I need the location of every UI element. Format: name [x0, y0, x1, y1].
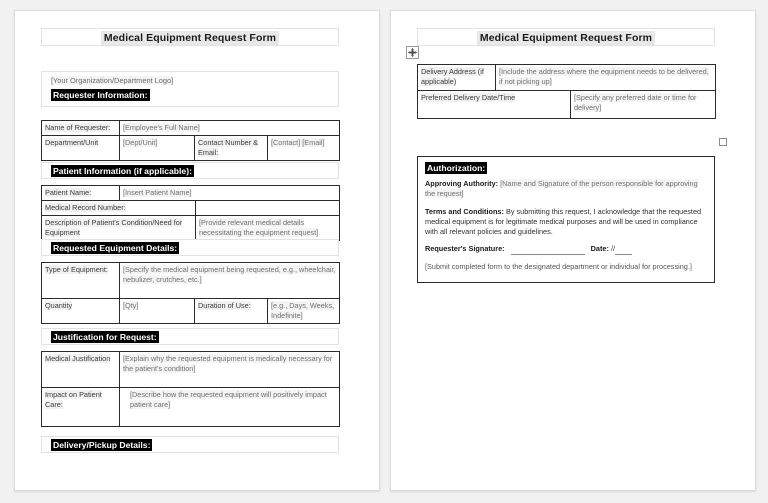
cell-department-unit-value[interactable]: [120, 136, 195, 161]
cell-text: [Contact] [Email]: [271, 138, 325, 147]
authorization-block[interactable]: [417, 156, 715, 283]
patient-information-table[interactable]: [41, 185, 340, 241]
cell-preferred-datetime-value[interactable]: [571, 91, 716, 119]
table-resize-handle-icon[interactable]: [719, 138, 727, 146]
cell-impact-on-care-label[interactable]: [42, 388, 120, 427]
cell-duration-value[interactable]: [268, 299, 340, 324]
justification-table[interactable]: [41, 351, 340, 427]
cell-text: Preferred Delivery Date/Time: [421, 93, 516, 102]
document-page-1[interactable]: [14, 10, 380, 491]
table-row[interactable]: [42, 136, 340, 161]
cell-condition-description-label[interactable]: [42, 216, 196, 241]
logo-and-requester-heading-box[interactable]: [41, 71, 339, 107]
table-row[interactable]: [418, 91, 716, 119]
table-row[interactable]: [42, 186, 340, 201]
section-heading-delivery: Delivery/Pickup Details:: [53, 440, 151, 450]
cell-text: [e.g., Days, Weeks, Indefinite]: [271, 301, 335, 320]
page-2-title-box[interactable]: [417, 28, 715, 46]
cell-patient-name-label[interactable]: [42, 186, 120, 201]
cell-name-of-requester-label[interactable]: [42, 121, 120, 136]
equipment-heading-box[interactable]: [41, 239, 339, 256]
cell-text: [Dept/Unit]: [123, 138, 158, 147]
table-row[interactable]: [42, 263, 340, 299]
cell-department-unit-label[interactable]: [42, 136, 120, 161]
cell-text: Medical Record Number:: [45, 203, 126, 212]
table-row[interactable]: [42, 216, 340, 241]
section-heading-equipment-wrap: [42, 240, 338, 256]
table-row[interactable]: [42, 201, 340, 216]
delivery-details-table[interactable]: [417, 64, 716, 119]
cell-text: Duration of Use:: [198, 301, 251, 310]
signature-input-line[interactable]: [511, 247, 585, 255]
page-1-body: [15, 11, 379, 490]
cell-contact-value[interactable]: [268, 136, 340, 161]
signature-label: Requester's Signature:: [425, 244, 505, 254]
table-row[interactable]: [418, 65, 716, 91]
date-input-line[interactable]: [615, 247, 632, 255]
cell-medical-record-number-value[interactable]: [196, 201, 340, 216]
table-move-handle-icon[interactable]: [406, 46, 419, 59]
cell-preferred-datetime-label[interactable]: [418, 91, 571, 119]
section-heading-patient-wrap: [42, 163, 338, 179]
cell-condition-description-value[interactable]: [196, 216, 340, 241]
cell-type-of-equipment-label[interactable]: [42, 263, 120, 299]
section-heading-requester-wrap: [42, 86, 338, 103]
cell-text: [Describe how the requested equipment will positively impact patient care]: [130, 390, 327, 409]
section-heading-delivery-wrap: [42, 437, 338, 453]
page-2-body: [391, 11, 755, 490]
section-heading-patient: Patient Information (if applicable):: [53, 166, 192, 176]
cell-text: Name of Requester:: [45, 123, 111, 132]
section-heading-equipment: Requested Equipment Details:: [53, 243, 178, 253]
approving-authority-label: Approving Authority:: [425, 179, 499, 188]
cell-delivery-address-value[interactable]: [496, 65, 716, 91]
cell-text: [Provide relevant medical details necessitating the equipment request]: [199, 218, 319, 237]
terms-and-conditions-paragraph: [425, 207, 707, 238]
move-cross-arrows-icon: [408, 48, 417, 57]
date-label: Date:: [590, 244, 609, 254]
authorization-footer: [Submit completed form to the designated department or individual for processing.]: [425, 261, 692, 271]
cell-text: Medical Justification: [45, 354, 111, 363]
cell-medical-justification-value[interactable]: [120, 352, 340, 388]
cell-text: [Include the address where the equipment needs to be delivered, if not picking up]: [499, 67, 709, 86]
logo-placeholder: [Your Organization/Department Logo]: [51, 76, 174, 85]
table-row[interactable]: [42, 299, 340, 324]
terms-label: Terms and Conditions:: [425, 206, 504, 216]
cell-duration-label[interactable]: [195, 299, 268, 324]
signature-paragraph: [425, 244, 707, 254]
patient-heading-box[interactable]: [41, 162, 339, 179]
cell-medical-record-number-label[interactable]: [42, 201, 196, 216]
cell-text: [Employee's Full Name]: [123, 123, 200, 132]
cell-text: Impact on Patient Care:: [45, 390, 102, 409]
page-1-title: Medical Equipment Request Form: [101, 31, 279, 45]
cell-text: Type of Equipment:: [45, 265, 108, 274]
cell-text: [Insert Patient Name]: [123, 188, 192, 197]
section-heading-justification-wrap: [42, 329, 338, 345]
date-value: //: [610, 244, 615, 254]
cell-text: Quantity: [45, 301, 73, 310]
cell-text: Delivery Address (if applicable): [421, 67, 484, 86]
delivery-heading-box[interactable]: [41, 436, 339, 453]
cell-contact-label[interactable]: [195, 136, 268, 161]
justification-heading-box[interactable]: [41, 328, 339, 345]
document-page-2[interactable]: [390, 10, 756, 491]
approving-authority-text: [Name and Signature of the person responsible for approving the request]: [425, 179, 698, 199]
cell-type-of-equipment-value[interactable]: [120, 263, 340, 299]
cell-quantity-label[interactable]: [42, 299, 120, 324]
cell-text: Patient Name:: [45, 188, 92, 197]
requester-information-table[interactable]: [41, 120, 340, 161]
cell-name-of-requester-value[interactable]: [120, 121, 340, 136]
table-row[interactable]: [42, 121, 340, 136]
table-row[interactable]: [42, 388, 340, 427]
cell-medical-justification-label[interactable]: [42, 352, 120, 388]
cell-delivery-address-label[interactable]: [418, 65, 496, 91]
cell-text: [Specify the medical equipment being requested, e.g., wheelchair, nebulizer, crutches, etc.]: [123, 265, 336, 284]
page-2-title: Medical Equipment Request Form: [477, 31, 655, 45]
cell-text: Contact Number & Email:: [198, 138, 259, 157]
section-heading-requester: Requester Information:: [53, 90, 148, 100]
cell-text: [Qty]: [123, 301, 139, 310]
page-1-title-box[interactable]: [41, 28, 339, 46]
requested-equipment-table[interactable]: [41, 262, 340, 324]
terms-text: By submitting this request, I acknowledge that the requested medical equipment is for legitimate medical purposes and will be used in compliance with all relevant policies and guidelines.: [425, 206, 702, 237]
cell-impact-on-care-value[interactable]: [120, 388, 340, 427]
approving-authority-paragraph: [425, 179, 707, 200]
cell-text: Department/Unit: [45, 138, 99, 147]
authorization-heading-wrap: [425, 162, 707, 174]
cell-text: [Explain why the requested equipment is medically necessary for the patient's condition]: [123, 354, 333, 373]
cell-quantity-value[interactable]: [120, 299, 195, 324]
cell-text: Description of Patient's Condition/Need for Equipment: [45, 218, 183, 237]
authorization-heading: Authorization:: [427, 163, 486, 173]
section-heading-justification: Justification for Request:: [53, 332, 157, 342]
cell-text: [Specify any preferred date or time for delivery]: [574, 93, 697, 112]
logo-placeholder-line: [42, 72, 338, 86]
cell-patient-name-value[interactable]: [120, 186, 340, 201]
table-row[interactable]: [42, 352, 340, 388]
